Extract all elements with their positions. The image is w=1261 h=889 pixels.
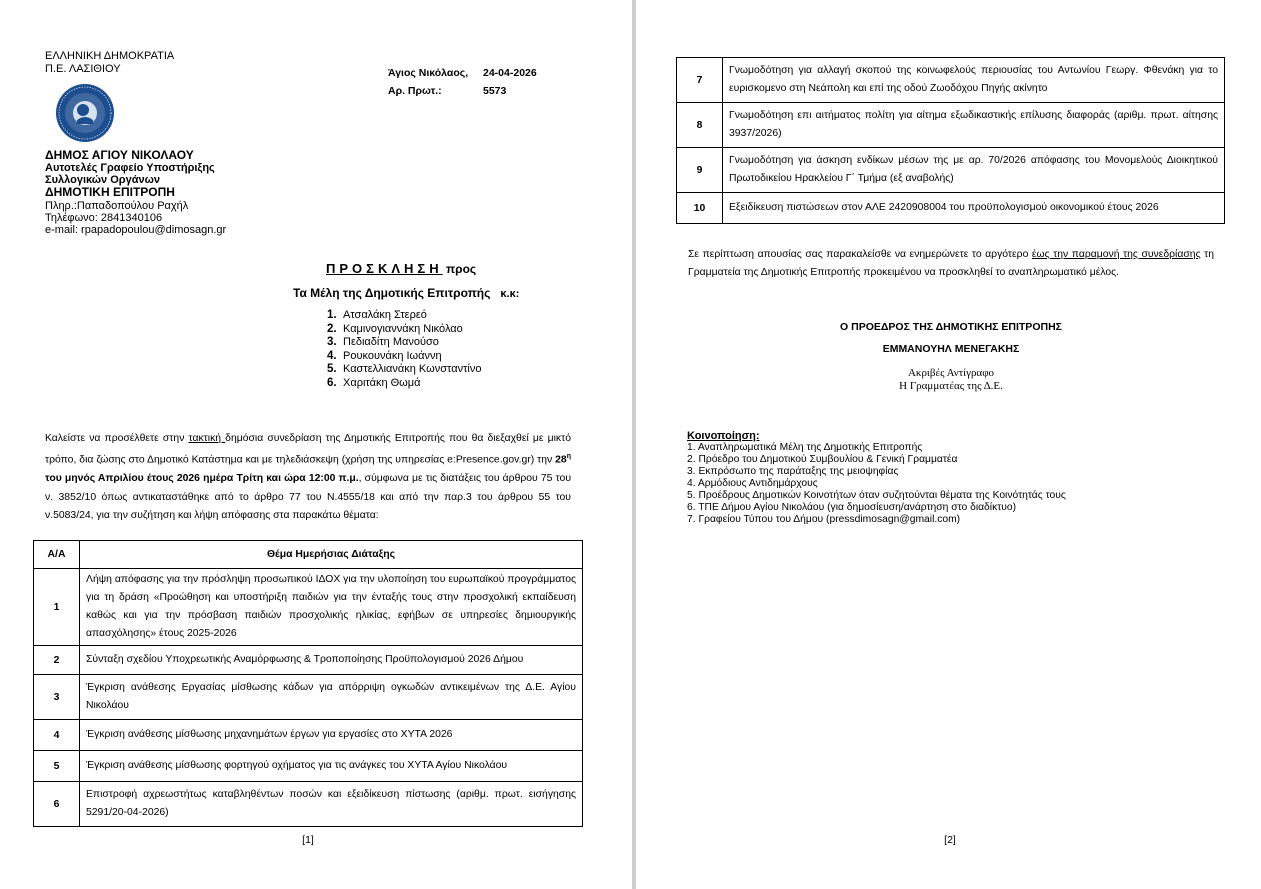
agenda-item-text: Γνωμοδότηση για άσκηση ενδίκων μέσων της με αρ. 70/2026 απόφασης του Μονομελούς Διοικητικού Πρωτοδικείου Ηρακλείου Γ΄ Τμήμα (εξ αναβολής): [723, 148, 1225, 193]
recipients-suffix: κ.κ:: [500, 288, 520, 300]
protocol-label: Αρ. Πρωτ.:: [388, 85, 442, 97]
meeting-day: 28: [555, 454, 567, 466]
signature-title: Ο ΠΡΟΕΔΡΟΣ ΤΗΣ ΔΗΜΟΤΙΚΗΣ ΕΠΙΤΡΟΠΗΣ: [840, 321, 1062, 333]
member-item: 6. Χαριτάκη Θωμά: [327, 376, 421, 389]
agenda-row: [677, 193, 1225, 224]
protocol-number: 5573: [483, 85, 507, 97]
document-date: 24-04-2026: [483, 67, 537, 79]
agenda-item-number: 9: [677, 148, 723, 193]
agenda-item-number: 2: [34, 646, 80, 675]
agenda-table-page-1: [33, 540, 583, 827]
column-header-topic: Θέμα Ημερήσιας Διάταξης: [80, 541, 583, 569]
agenda-row: [34, 646, 583, 675]
agenda-item-text: Επιστροφή αχρεωστήτως καταβληθέντων ποσών και εξειδίκευση πίστωσης (αριθμ. πρωτ. εισήγησης 5291/20-04-2026): [80, 782, 583, 827]
recipients-line: [293, 286, 519, 300]
invitation-heading-suffix: προς: [445, 262, 477, 276]
certified-copy-label: Ακριβές Αντίγραφο: [907, 367, 995, 379]
page-2: [636, 0, 1261, 889]
agenda-item-number: 7: [677, 58, 723, 103]
notification-item: 5. Προέδρους Δημοτικών Κοινοτήτων όταν συζητούνται θέματα της Κοινότητάς τους: [687, 490, 1066, 501]
column-header-number: Α/Α: [34, 541, 80, 569]
committee-name: ΔΗΜΟΤΙΚΗ ΕΠΙΤΡΟΠΗ: [45, 185, 175, 199]
notification-item: 6. ΤΠΕ Δήμου Αγίου Νικολάου (για δημοσίευση/ανάρτηση στο διαδίκτυο): [687, 502, 1017, 513]
municipality-logo: [47, 80, 123, 148]
contact-person: Πληρ.:Παπαδοπούλου Ραχήλ: [45, 200, 189, 212]
agenda-item-text: Έγκριση ανάθεσης μίσθωσης φορτηγού οχήματος για τις ανάγκες του ΧΥΤΑ Αγίου Νικολάου: [80, 751, 583, 782]
agenda-item-number: 1: [34, 569, 80, 646]
agenda-row: [677, 148, 1225, 193]
agenda-item-number: 3: [34, 675, 80, 720]
agenda-item-number: 5: [34, 751, 80, 782]
notification-item: 4. Αρμόδιους Αντιδημάρχους: [687, 478, 818, 489]
agenda-row: [34, 569, 583, 646]
agenda-item-number: 6: [34, 782, 80, 827]
republic-label: ΕΛΛΗΝΙΚΗ ΔΗΜΟΚΡΑΤΙΑ: [45, 50, 175, 62]
agenda-header-row: [34, 541, 583, 569]
place-label: Άγιος Νικόλαος,: [388, 67, 469, 79]
notification-heading: Κοινοποίηση:: [687, 430, 760, 442]
member-item: 5. Καστελλιανάκη Κωνσταντίνο: [327, 363, 482, 376]
agenda-row: [677, 103, 1225, 148]
recipients-label: Τα Μέλη της Δημοτικής Επιτροπής: [293, 286, 491, 300]
page-number-2: [2]: [944, 834, 956, 846]
signatory-name: ΕΜΜΑΝΟΥΗΛ ΜΕΝΕΓΑΚΗΣ: [882, 343, 1020, 355]
page-number-1: [1]: [302, 834, 314, 846]
date-line: [388, 64, 537, 82]
member-item: 4. Ρουκουνάκη Ιωάννη: [327, 349, 442, 362]
email-address[interactable]: e-mail: rpapadopoulou@dimosagn.gr: [45, 224, 227, 236]
municipality-name: ΔΗΜΟΣ ΑΓΙΟΥ ΝΙΚΟΛΑΟΥ: [45, 148, 194, 162]
secretary-label: Η Γραμματέας της Δ.Ε.: [899, 380, 1003, 392]
agenda-item-text: Έγκριση ανάθεσης Εργασίας μίσθωσης κάδων για απόρριψη ογκωδών αντικειμένων της Δ.Ε. Αγίου Νικολάου: [80, 675, 583, 720]
invitation-paragraph: Καλείστε να προσέλθετε στην τακτική δημόσια συνεδρίαση της Δημοτικής Επιτροπής που θα διεξαχθεί με μικτό τρόπο, δια ζώσης στο Δημοτικό Κατάστημα και με τηλεδιάσκεψη (χρήση της υπηρεσίας e:Presence.gov.gr) την $28^\eta$ του μηνός Απριλίου έτους 2026 ημέρα Τρίτη και ώρα 12:00 π.μ., σύμφωνα με τις διατάξεις του άρθρου 75 του ν. 3852/10 όπως αντικαταστάθηκε από το άρθρο 77 του Ν.4555/18 και από την παρ.3 του άρθρου 55 του ν.5083/24, για την συζήτηση και λήψη απόφασης στα παρακάτω θέματα:: [45, 433, 571, 522]
absence-paragraph: Σε περίπτωση απουσίας σας παρακαλείσθε να ενημερώνετε το αργότερο έως την παραμονή της συνεδρίασης τη Γραμματεία της Δημοτικής Επιτροπής προκειμένου να προσκληθεί το αναπληρωματικό μέλος.: [688, 249, 1214, 279]
office-line-2: Συλλογικών Οργάνων: [45, 174, 161, 186]
meeting-datetime: του μηνός Απριλίου έτους 2026 ημέρα Τρίτη και ώρα 12:00 π.μ.: [45, 473, 359, 485]
agenda-row: [34, 720, 583, 751]
region-label: Π.Ε. ΛΑΣΙΘΙΟΥ: [45, 63, 121, 75]
member-item: 2. Καμινογιαννάκη Νικόλαο: [327, 322, 463, 335]
members-list: [327, 309, 481, 391]
agenda-row: [34, 751, 583, 782]
agenda-row: [34, 782, 583, 827]
agenda-item-text: Έγκριση ανάθεσης μίσθωσης μηχανημάτων έργων για εργασίες στο ΧΥΤΑ 2026: [80, 720, 583, 751]
member-item: 3. Πεδιαδίτη Μανούσο: [327, 336, 439, 349]
absence-deadline: έως την παραμονή της συνεδρίασης: [1031, 249, 1201, 260]
notification-item: 3. Εκπρόσωπο της παράταξης της μειοψηφίας: [687, 466, 899, 477]
agenda-item-text: Λήψη απόφασης για την πρόσληψη προσωπικού ΙΔΟΧ για την υλοποίηση του ευρωπαϊκού προγράμματος για τη δράση «Προώθηση και υποστήριξη παιδιών για την ένταξής τους στην προσχολική εκπαίδευση καθώς και για την πρόσβαση παιδιών προσχολικής ηλικίας, εφήβων σε υπηρεσίες δημιουργικής απασχόλησης» έτους 2025-2026: [80, 569, 583, 646]
office-line-1: Αυτοτελές Γραφείο Υποστήριξης: [45, 162, 215, 174]
agenda-item-number: 10: [677, 193, 723, 224]
agenda-item-number: 4: [34, 720, 80, 751]
agenda-row: [677, 58, 1225, 103]
agenda-item-text: Γνωμοδότηση για αλλαγή σκοπού της κοινωφελούς περιουσίας του Αντωνίου Γεωργ. Φθενάκη για το ευρισκομενο στη Νεάπολη και επί της οδού Ζωοδόχου Πηγής ακίνητο: [723, 58, 1225, 103]
notification-item: 7. Γραφείου Τύπου του Δήμου (pressdimosagn@gmail.com): [687, 514, 961, 525]
notification-item: 2. Πρόεδρο του Δημοτικού Συμβουλίου & Γενική Γραμματέα: [687, 454, 958, 465]
notification-list: [687, 430, 1066, 526]
meeting-type: τακτική: [188, 433, 226, 444]
agenda-item-number: 8: [677, 103, 723, 148]
protocol-line: [388, 82, 506, 100]
agenda-item-text: Σύνταξη σχεδίου Υποχρεωτικής Αναμόρφωσης & Τροποποίησης Προϋπολογισμού 2026 Δήμου: [80, 646, 583, 675]
agenda-row: [34, 675, 583, 720]
agenda-item-text: Εξειδίκευση πιστώσεων στον ΑΛΕ 2420908004 του προϋπολογισμού οικονομικού έτους 2026: [723, 193, 1225, 224]
invitation-title: [326, 261, 476, 276]
notification-item: 1. Αναπληρωματικά Μέλη της Δημοτικής Επιτροπής: [687, 442, 923, 453]
agenda-table-page-2: [676, 57, 1225, 224]
invitation-heading: ΠΡΟΣΚΛΗΣΗ: [326, 261, 443, 276]
municipality-seal-icon: [47, 80, 123, 148]
phone-number: Τηλέφωνο: 2841340106: [45, 212, 163, 224]
agenda-item-text: Γνωμοδότηση επι αιτήματος πολίτη για αίτημα εξωδικαστικής επίλυσης διαφοράς (αριθμ. πρωτ. αίτησης 3937/2026): [723, 103, 1225, 148]
member-item: 1. Ατσαλάκη Στερεό: [327, 309, 427, 321]
